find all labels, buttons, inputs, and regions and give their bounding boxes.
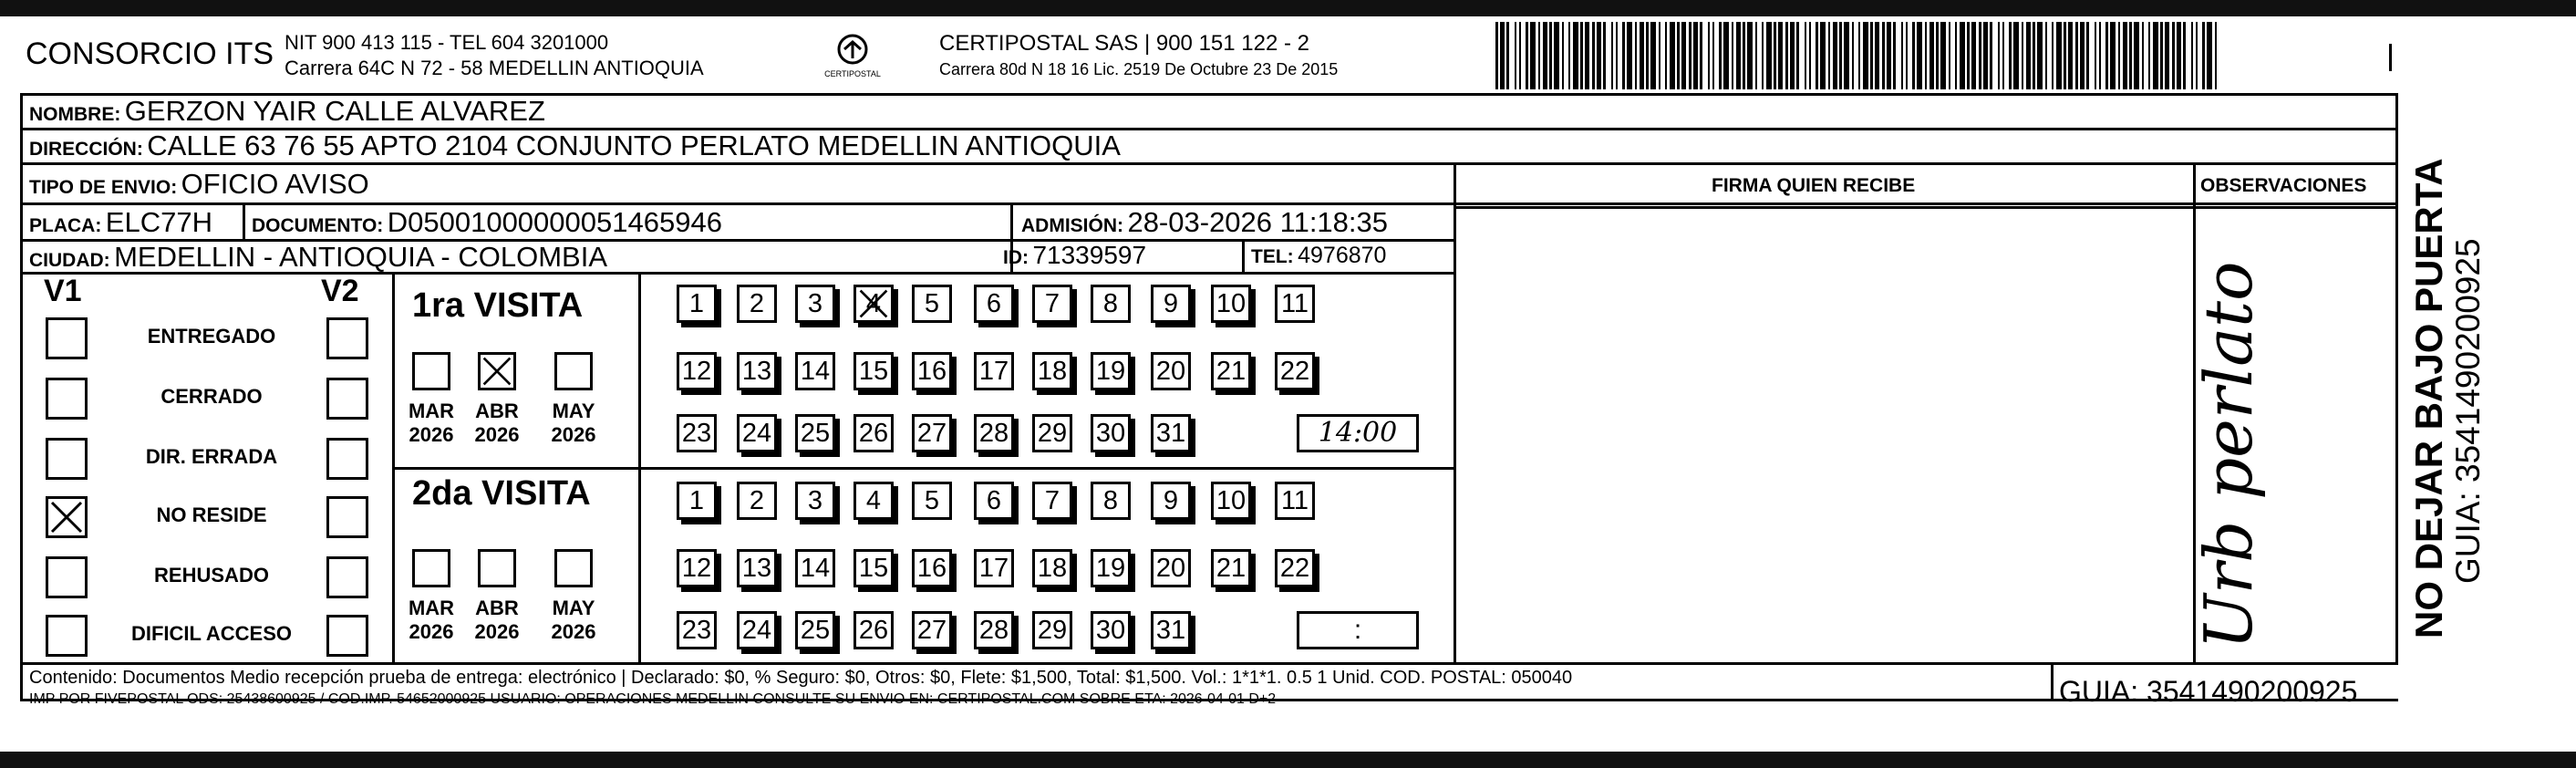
rule-status-visits [392, 272, 395, 662]
visit1-month-label: MAY 2026 [551, 400, 596, 446]
visit2-day-24[interactable]: 24 [737, 611, 777, 649]
visit1-day-6[interactable]: 6 [974, 285, 1014, 323]
ciudad-row [29, 241, 607, 274]
visit2-day-19[interactable]: 19 [1091, 549, 1131, 587]
footer-line1: Contenido: Documentos Medio recepción prueba de entrega: electrónico | Declarado: $0, % Seguro: $0, Otros: $0, Flete: $1,500, Total: $1,500. Vol.: 1*1*1. 0.5 1 Unid. COD. POSTAL: 050040 [29, 668, 1573, 688]
visit1-title: 1ra VISITA [412, 286, 584, 325]
visit2-day-5[interactable]: 5 [912, 482, 952, 520]
v2-checkbox[interactable] [326, 556, 368, 598]
visit2-day-4[interactable]: 4 [853, 482, 894, 520]
v2-checkbox[interactable] [326, 438, 368, 480]
name-label: NOMBRE: [29, 104, 121, 125]
visit2-day-29[interactable]: 29 [1032, 611, 1072, 649]
visit2-day-13[interactable]: 13 [737, 549, 777, 587]
side-guia: GUIA: 3541490200925 [2449, 238, 2487, 584]
rule-address [20, 162, 2398, 165]
rule-visits [392, 467, 1454, 470]
rule-obs [1454, 206, 2398, 209]
check-x-icon [481, 355, 513, 388]
visit1-day-16[interactable]: 16 [912, 352, 952, 390]
visit1-time-field[interactable]: 14:00 [1297, 414, 1419, 452]
nit-line: NIT 900 413 115 - TEL 604 3201000 [284, 31, 609, 54]
rule-left [20, 93, 23, 699]
company-name: CONSORCIO ITS [26, 36, 274, 71]
v1-checkbox[interactable] [46, 378, 88, 420]
v1-label: V1 [44, 274, 82, 308]
visit1-day-4[interactable]: 4 [853, 285, 894, 323]
placa-row [29, 206, 212, 239]
address-label: DIRECCIÓN: [29, 139, 143, 160]
visit2-day-17[interactable]: 17 [974, 549, 1014, 587]
visit1-day-8[interactable]: 8 [1091, 285, 1131, 323]
v1-checkbox[interactable] [46, 615, 88, 657]
tipo-value: OFICIO AVISO [181, 168, 369, 200]
visit2-day-7[interactable]: 7 [1032, 482, 1072, 520]
check-x-icon [48, 499, 85, 535]
rule-guia-left [2051, 662, 2054, 701]
visit1-day-7[interactable]: 7 [1032, 285, 1072, 323]
placa-value: ELC77H [105, 206, 212, 238]
visit2-day-6[interactable]: 6 [974, 482, 1014, 520]
visit2-day-8[interactable]: 8 [1091, 482, 1131, 520]
visit2-day-20[interactable]: 20 [1151, 549, 1191, 587]
certipostal-logo [812, 29, 894, 84]
visit1-day-17[interactable]: 17 [974, 352, 1014, 390]
status-label: NO RESIDE [156, 503, 267, 526]
v1-checkbox[interactable] [46, 317, 88, 359]
visit1-day-27[interactable]: 27 [912, 414, 952, 452]
visit1-month-label: ABR 2026 [474, 400, 520, 446]
barcode [1495, 22, 2221, 89]
status-label: ENTREGADO [147, 325, 276, 348]
ciudad-label: CIUDAD: [29, 250, 110, 271]
visit2-day-10[interactable]: 10 [1211, 482, 1251, 520]
visit2-day-3[interactable]: 3 [795, 482, 835, 520]
certipostal-line: CERTIPOSTAL SAS | 900 151 122 - 2 [939, 31, 1309, 56]
tel-value: 4976870 [1298, 243, 1387, 268]
id-label: ID: [1003, 247, 1029, 268]
corner-mark [2389, 44, 2392, 71]
footer-guia: GUIA: 3541490200925 [2059, 675, 2358, 708]
visit1-day-11[interactable]: 11 [1275, 285, 1315, 323]
rule-placa-doc [243, 202, 245, 239]
visit2-day-14[interactable]: 14 [795, 549, 835, 587]
visit2-day-26[interactable]: 26 [853, 611, 894, 649]
address-row [29, 130, 1121, 162]
visit1-day-10[interactable]: 10 [1211, 285, 1251, 323]
visit2-day-31[interactable]: 31 [1151, 611, 1191, 649]
name-value: GERZON YAIR CALLE ALVAREZ [124, 95, 545, 127]
placa-label: PLACA: [29, 215, 102, 236]
visit1-day-20[interactable]: 20 [1151, 352, 1191, 390]
rule-signature-left [1454, 162, 1456, 662]
footer-line2: IMP POR FIVEPOSTAL ODS: 25438600925 / COD.IMP. 54652000925 USUARIO: OPERACIONES MEDELLIN CONSULTE SU ENVIO EN: CERTIPOSTAL.COM SOBRE ETA: 2026-04-01 D+2 [29, 691, 1277, 707]
logo-caption: CERTIPOSTAL [824, 69, 881, 78]
visit1-day-31[interactable]: 31 [1151, 414, 1191, 452]
rule-id-tel [1242, 239, 1245, 272]
certipostal-address: Carrera 80d N 18 16 Lic. 2519 De Octubre 23 De 2015 [939, 60, 1339, 78]
id-value: 71339597 [1032, 241, 1147, 269]
v1-checkbox[interactable] [46, 438, 88, 480]
visit1-day-15[interactable]: 15 [853, 352, 894, 390]
top-border [0, 0, 2576, 16]
status-label: DIFICIL ACCESO [130, 622, 292, 645]
visit1-day-9[interactable]: 9 [1151, 285, 1191, 323]
visit1-day-5[interactable]: 5 [912, 285, 952, 323]
visit2-day-27[interactable]: 27 [912, 611, 952, 649]
ciudad-value: MEDELLIN - ANTIOQUIA - COLOMBIA [114, 241, 607, 273]
visit1-day-3[interactable]: 3 [795, 285, 835, 323]
barcode-bar [2215, 22, 2217, 89]
visit2-day-16[interactable]: 16 [912, 549, 952, 587]
visit2-day-9[interactable]: 9 [1151, 482, 1191, 520]
visit1-day-14[interactable]: 14 [795, 352, 835, 390]
v1-checkbox[interactable] [46, 556, 88, 598]
visit2-day-12[interactable]: 12 [677, 549, 717, 587]
visit2-day-25[interactable]: 25 [795, 611, 835, 649]
visit2-day-22[interactable]: 22 [1275, 549, 1315, 587]
status-label: CERRADO [160, 385, 263, 408]
address-value: CALLE 63 76 55 APTO 2104 CONJUNTO PERLATO MEDELLIN ANTIOQUIA [147, 130, 1121, 161]
visit2-month-label: ABR 2026 [474, 597, 520, 643]
v2-checkbox[interactable] [326, 615, 368, 657]
visit2-day-21[interactable]: 21 [1211, 549, 1251, 587]
visit1-day-19[interactable]: 19 [1091, 352, 1131, 390]
visit1-day-29[interactable]: 29 [1032, 414, 1072, 452]
visit1-day-12[interactable]: 12 [677, 352, 717, 390]
visit1-day-28[interactable]: 28 [974, 414, 1014, 452]
signature-header: FIRMA QUIEN RECIBE [1712, 175, 1916, 196]
visit1-day-22[interactable]: 22 [1275, 352, 1315, 390]
visit1-day-1[interactable]: 1 [677, 285, 717, 323]
visit1-day-26[interactable]: 26 [853, 414, 894, 452]
visit1-month-checkbox[interactable] [412, 352, 450, 390]
observations-header: OBSERVACIONES [2200, 175, 2367, 196]
company-address: Carrera 64C N 72 - 58 MEDELLIN ANTIOQUIA [284, 57, 704, 79]
rule-tipo [20, 202, 2398, 205]
admision-label: ADMISIÓN: [1021, 215, 1123, 236]
side-warning: NO DEJAR BAJO PUERTA [2407, 158, 2450, 638]
status-label: REHUSADO [154, 564, 269, 586]
v2-checkbox[interactable] [326, 378, 368, 420]
visit1-day-23[interactable]: 23 [677, 414, 717, 452]
observation-handwriting: Urb perlato [2190, 261, 2267, 649]
visit1-month-checkbox[interactable] [554, 352, 593, 390]
visit2-month-checkbox[interactable] [412, 549, 450, 587]
visit1-day-2[interactable]: 2 [737, 285, 777, 323]
visit1-day-24[interactable]: 24 [737, 414, 777, 452]
visit1-day-13[interactable]: 13 [737, 352, 777, 390]
visit2-month-checkbox[interactable] [478, 549, 516, 587]
visit1-month-label: MAR 2026 [408, 400, 455, 446]
visit2-day-18[interactable]: 18 [1032, 549, 1072, 587]
v2-label: V2 [321, 274, 359, 308]
visit2-title: 2da VISITA [412, 474, 591, 513]
id-row [1003, 241, 1146, 270]
v2-checkbox[interactable] [326, 496, 368, 538]
visit1-day-30[interactable]: 30 [1091, 414, 1131, 452]
bottom-border [0, 752, 2576, 768]
tel-label: TEL: [1251, 246, 1294, 267]
rule-months-days [638, 272, 641, 662]
v2-checkbox[interactable] [326, 317, 368, 359]
visit2-day-2[interactable]: 2 [737, 482, 777, 520]
documento-row [252, 206, 722, 239]
visit2-month-label: MAR 2026 [408, 597, 455, 643]
documento-label: DOCUMENTO: [252, 215, 384, 236]
tipo-row [29, 168, 369, 201]
visit1-day-25[interactable]: 25 [795, 414, 835, 452]
visit2-month-label: MAY 2026 [551, 597, 596, 643]
rule-right [2395, 93, 2398, 664]
admision-value: 28-03-2026 11:18:35 [1127, 206, 1389, 238]
visit2-day-28[interactable]: 28 [974, 611, 1014, 649]
v1-checkbox[interactable] [46, 496, 88, 538]
visit1-month-checkbox[interactable] [478, 352, 516, 390]
rule-footer [20, 662, 2398, 665]
tipo-label: TIPO DE ENVIO: [29, 177, 178, 198]
visit2-time-field[interactable]: : [1297, 611, 1419, 649]
status-label: DIR. ERRADA [145, 445, 278, 468]
admision-row [1021, 206, 1388, 239]
visit2-day-30[interactable]: 30 [1091, 611, 1131, 649]
visit2-day-15[interactable]: 15 [853, 549, 894, 587]
visit2-month-checkbox[interactable] [554, 549, 593, 587]
visit2-day-1[interactable]: 1 [677, 482, 717, 520]
tel-row [1251, 243, 1386, 269]
visit1-day-21[interactable]: 21 [1211, 352, 1251, 390]
documento-value: D05001000000051465946 [387, 206, 722, 238]
name-row [29, 95, 545, 128]
visit2-day-23[interactable]: 23 [677, 611, 717, 649]
visit2-day-11[interactable]: 11 [1275, 482, 1315, 520]
visit1-day-18[interactable]: 18 [1032, 352, 1072, 390]
